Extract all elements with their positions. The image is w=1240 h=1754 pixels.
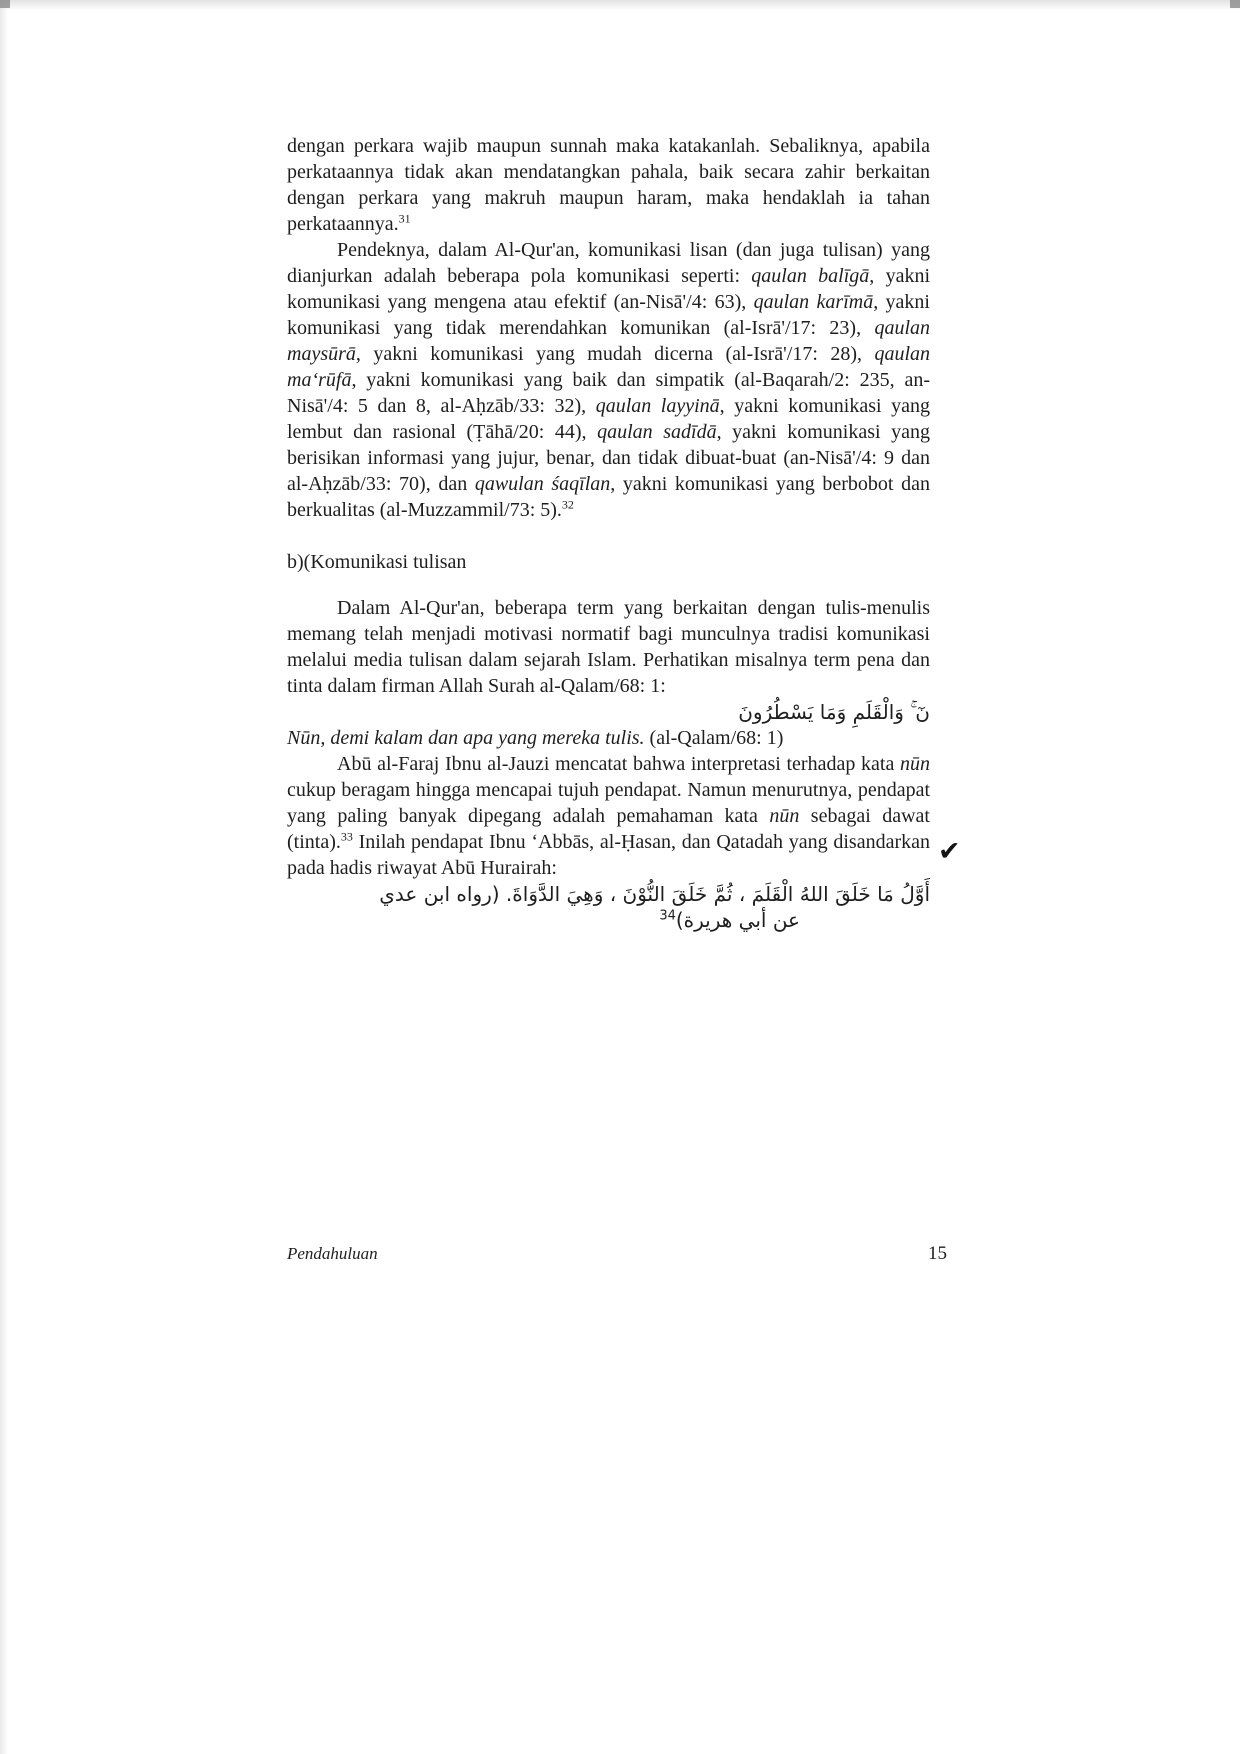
footer-section-label: Pendahuluan xyxy=(287,1244,378,1263)
scan-corner-top-left xyxy=(0,0,10,8)
paragraph-tulis-menulis: Dalam Al-Qur'an, beberapa term yang berkaitan dengan tulis-menulis memang telah menjadi motivasi normatif bagi munculnya tradisi komunikasi melalui media tulisan dalam sejarah Islam. Perhatikan misalnya term pena dan tinta dalam firman Allah Surah al-Qalam/68: 1: xyxy=(287,597,930,697)
heading-komunikasi-tulisan: b)(Komunikasi tulisan xyxy=(287,551,467,573)
paragraph-lisan-intro: dengan perkara wajib maupun sunnah maka katakanlah. Sebaliknya, apabila perkataannya tidak akan mendatangkan pahala, baik secara zahir berkaitan dengan perkara yang makruh maupun haram, maka hendaklah ia tahan perkataannya.$^{31}$ xyxy=(287,135,930,235)
scan-edge-left xyxy=(0,0,8,1754)
paragraph-qaulan-types: Pendeknya, dalam Al-Qur'an, komunikasi lisan (dan juga tulisan) yang dianjurkan adalah beberapa pola komunikasi seperti: qaulan balīgā, yakni komunikasi yang mengena atau efektif (an-Nisā'/4: 63), qaulan karīmā, yakni komunikasi yang tidak merendahkan komunikan (al-Isrā'/17: 23), qaulan maysūrā, yakni komunikasi yang mudah dicerna (al-Isrā'/17: 28), qaulan ma‘rūfā, yakni komunikasi yang baik dan simpatik (al-Baqarah/2: 235, an-Nisā'/4: 5 dan 8, al-Aḥzāb/33: 32), qaulan layyinā, yakni komunikasi yang lembut dan rasional (Ṭāhā/20: 44), qaulan sadīdā, yakni komunikasi yang berisikan informasi yang jujur, benar, dan tidak dibuat-buat (an-Nisā'/4: 9 dan al-Aḥzāb/33: 70), dan qawulan śaqīlan, yakni komunikasi yang berbobot dan berkualitas (al-Muzzammil/73: 5).$^{32}$ xyxy=(287,239,931,521)
hadith-arabic-line-2: عن أبي هريرة)$^{34}$ xyxy=(659,908,800,932)
verse-translation: Nūn, demi kalam dan apa yang mereka tulis. (al-Qalam/68: 1) xyxy=(287,727,784,749)
scan-edge-top xyxy=(0,0,1240,10)
quran-verse-arabic: نٓ ۚ وَالْقَلَمِ وَمَا يَسْطُرُونَ xyxy=(738,700,930,724)
footer-page-number: 15 xyxy=(928,1243,947,1264)
text-block xyxy=(287,133,930,933)
handwritten-checkmark-annotation: ✔ xyxy=(938,836,961,867)
paragraph-abu-alfaraj: Abū al-Faraj Ibnu al-Jauzi mencatat bahwa interpretasi terhadap kata nūn cukup beragam hingga mencapai tujuh pendapat. Namun menurutnya, pendapat yang paling banyak dipegang adalah pemahaman kata nūn sebagai dawat (tinta).$^{33}$ Inilah pendapat Ibnu ‘Abbās, al-Ḥasan, dan Qatadah yang disandarkan pada hadis riwayat Abū Hurairah: xyxy=(287,753,930,879)
hadith-arabic-line-1: أَوَّلُ مَا خَلَقَ اللهُ الْقَلَمَ ، ثُمَّ خَلَقَ النُّوْنَ ، وَهِيَ الدَّوَاةَ. (رواه ابن عدي xyxy=(379,882,930,906)
scan-corner-top-right xyxy=(1230,0,1240,8)
page-footer xyxy=(287,1243,947,1265)
